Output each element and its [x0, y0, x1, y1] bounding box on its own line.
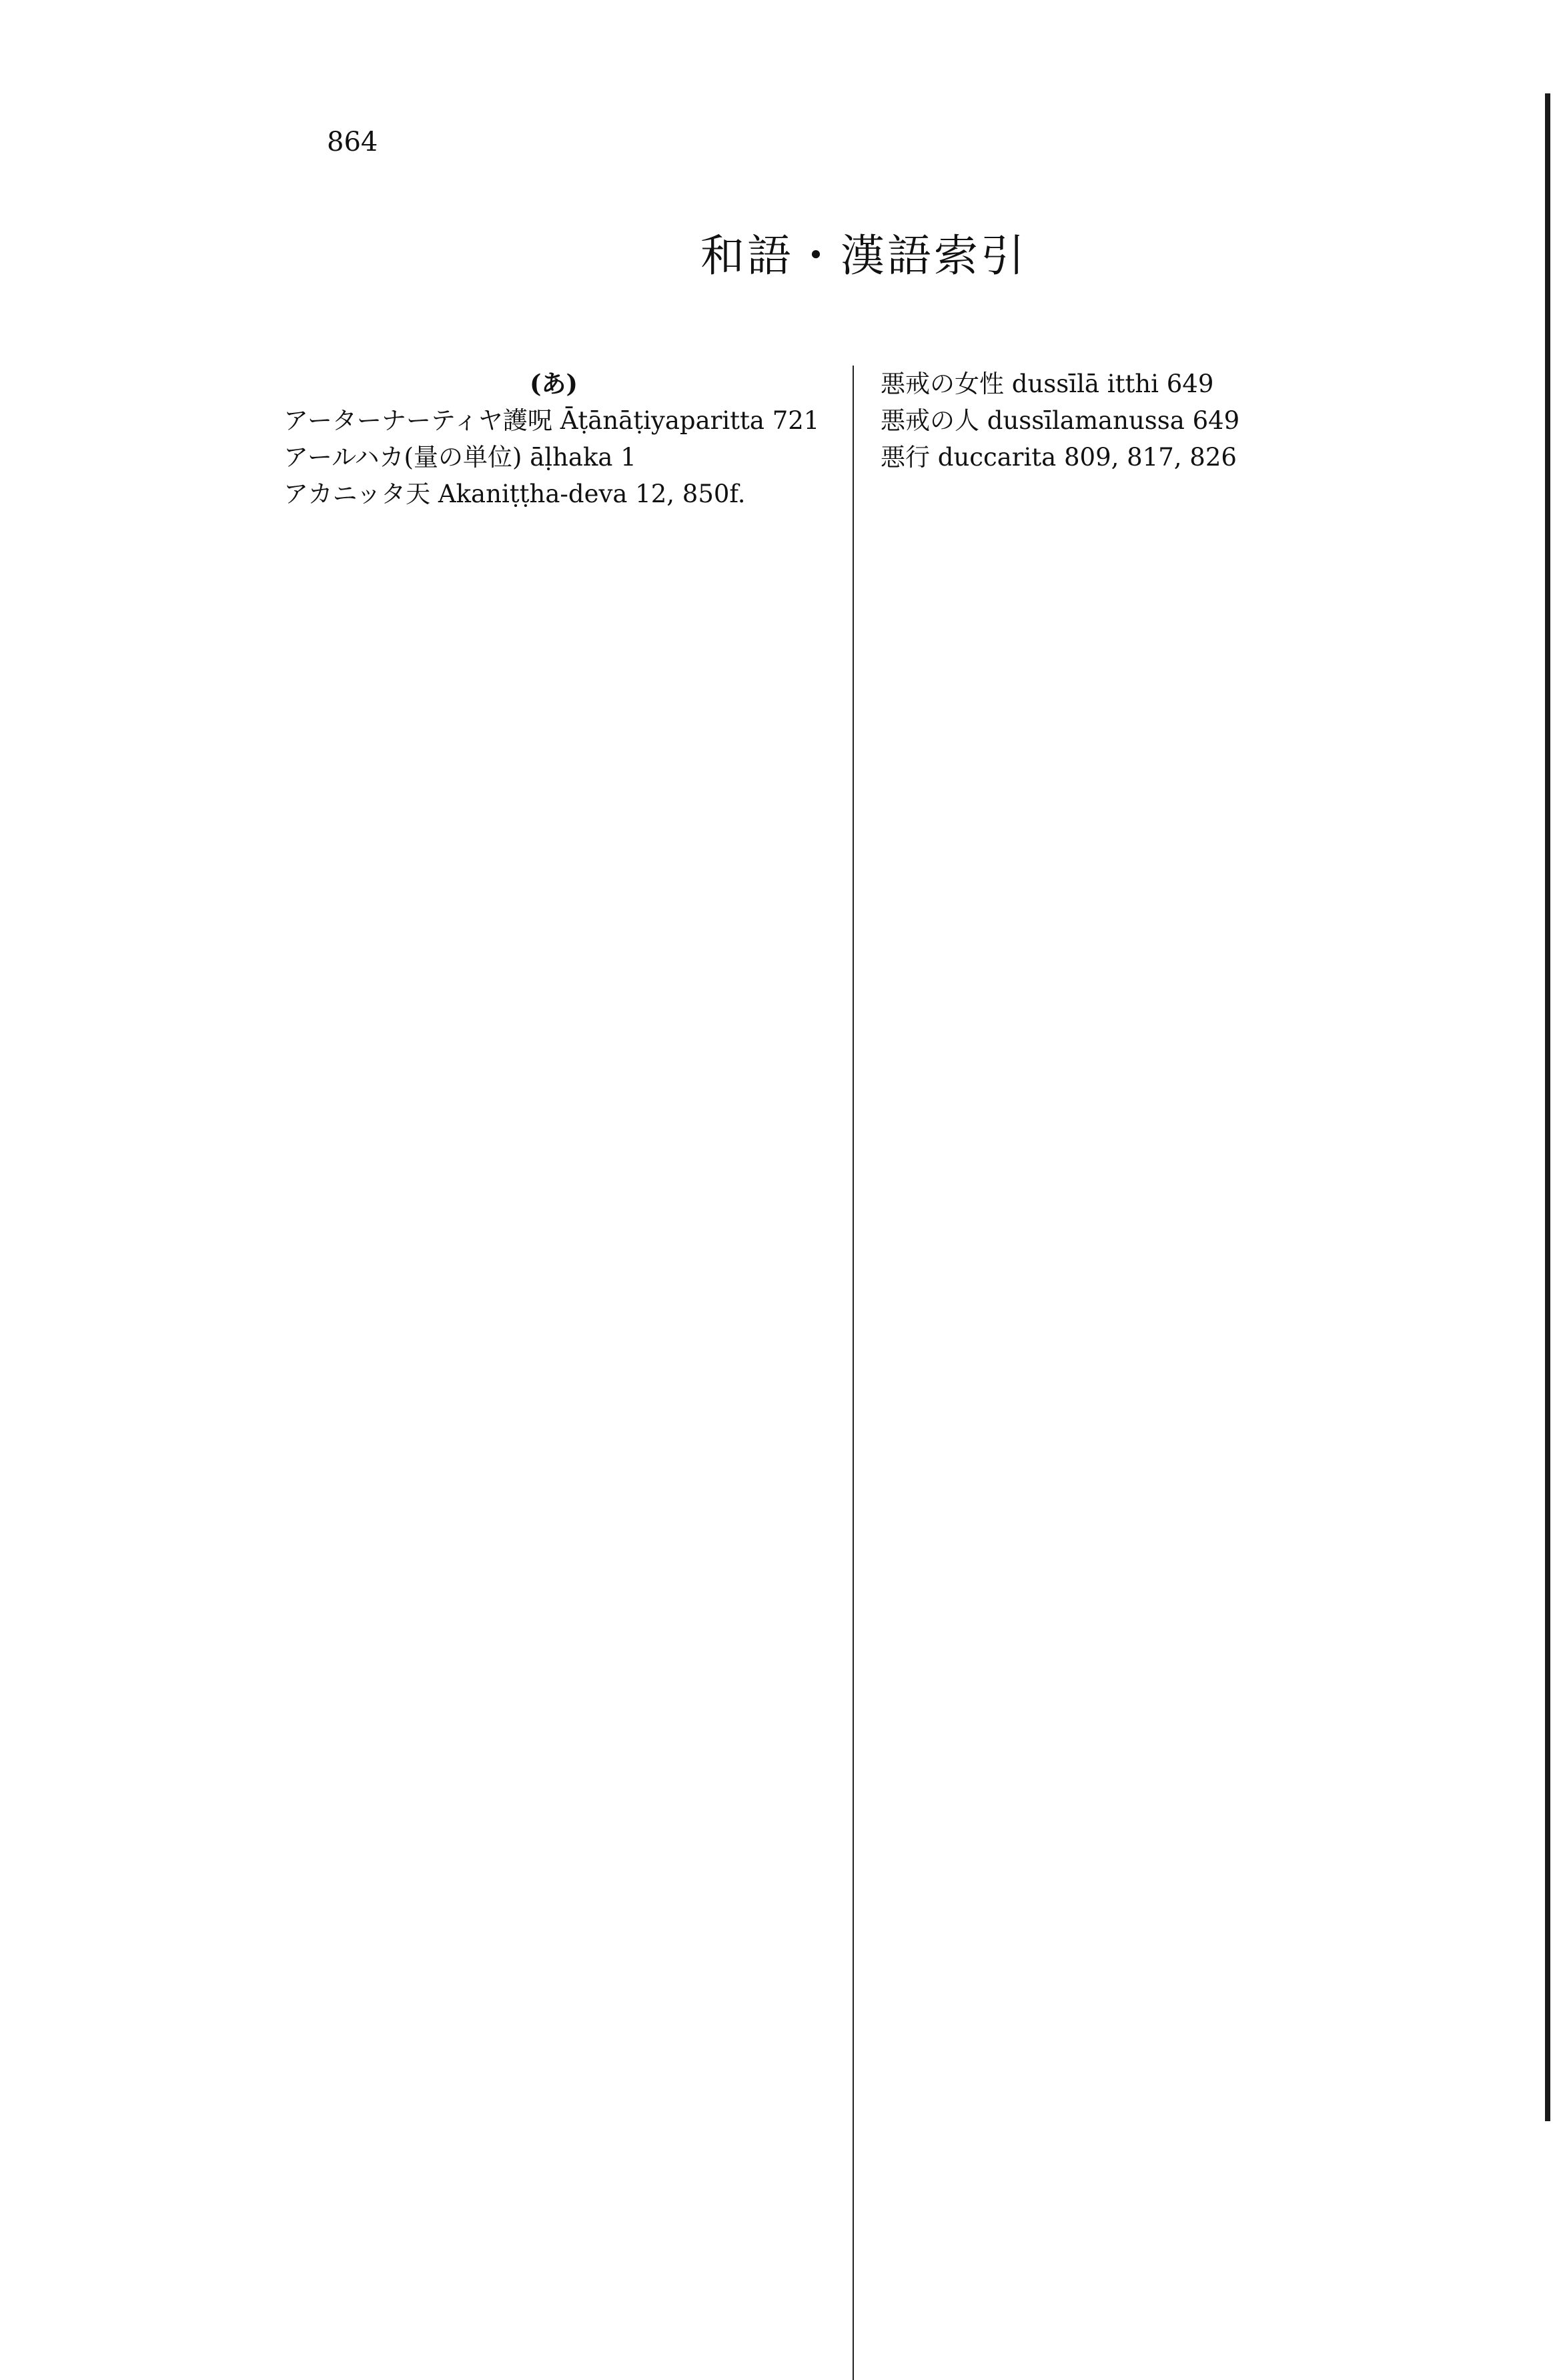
index-entry: 悪行 duccarita 809, 817, 826	[881, 443, 1237, 472]
page-edge-bar	[1545, 93, 1550, 2121]
index-entry-list	[881, 366, 1434, 476]
index-entry: アカニッタ天 Akaniṭṭha-deva 12, 850f.	[284, 480, 746, 508]
index-column-right	[881, 366, 1434, 476]
section-heading: (あ)	[529, 369, 578, 398]
index-entry: アーターナーティヤ護呪 Āṭānāṭiyaparitta 721	[284, 406, 820, 435]
index-column-left	[284, 366, 824, 512]
index-entry: アールハカ(量の単位) āḷhaka 1	[284, 443, 636, 472]
index-entry-list	[284, 402, 824, 512]
column-divider	[853, 366, 854, 2380]
page-number: 864	[327, 127, 378, 157]
index-entry: 悪戒の女性 dussīlā itthi 649	[881, 370, 1214, 398]
index-entry: 悪戒の人 dussīlamanussa 649	[881, 406, 1240, 435]
page-title: 和語・漢語索引	[700, 230, 1027, 281]
